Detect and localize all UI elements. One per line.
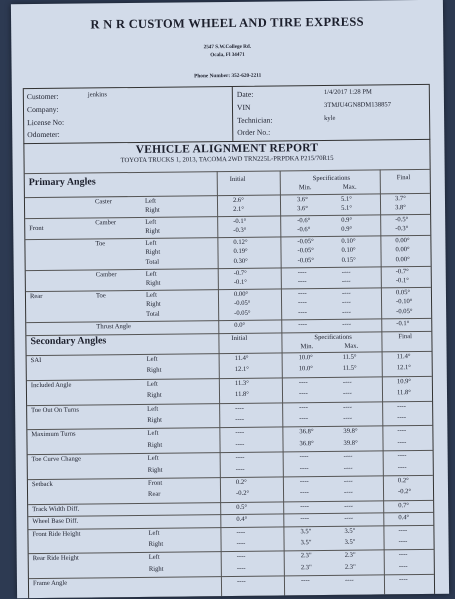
min-spec-value: ---- — [299, 403, 308, 411]
row-group-label: Setback — [31, 480, 53, 489]
row-group-label: Track Width Diff. — [32, 505, 80, 513]
min-spec-value: ---- — [297, 289, 307, 297]
vin-value: 3TMJU4GN8DM138857 — [323, 101, 392, 110]
final-value: -0.5° — [395, 215, 409, 224]
max-spec-value: 11.5° — [342, 353, 357, 361]
min-spec-value: ---- — [298, 309, 307, 317]
final-value: ---- — [397, 463, 407, 471]
primary-initial-header: Initial — [229, 175, 246, 183]
max-spec-value: ---- — [343, 414, 353, 422]
order-label: Order No.: — [237, 127, 271, 137]
max-spec-value: 39.8° — [343, 439, 358, 447]
final-value: -0.7° — [395, 267, 409, 276]
primary-angles-heading: Primary Angles — [28, 176, 96, 189]
technician-value: kyle — [324, 114, 336, 123]
final-value: 0.4° — [398, 514, 410, 522]
min-spec-value: ---- — [297, 278, 307, 286]
customer-label: Customer: — [26, 91, 59, 102]
final-value: -0.2° — [397, 488, 412, 496]
row-side-label: Right — [147, 466, 163, 474]
info-divider — [232, 87, 234, 141]
secondary-angles-heading: Secondary Angles — [30, 335, 107, 348]
rear-label: Rear — [29, 292, 43, 301]
initial-value: 0.19° — [233, 247, 248, 255]
row-group-label: Thrust Angle — [96, 322, 131, 331]
alignment-report-sheet — [11, 0, 449, 598]
initial-value: -0.2° — [236, 490, 250, 498]
final-value: ---- — [397, 427, 407, 435]
final-value: 12.1° — [396, 364, 411, 372]
max-spec-value: ---- — [344, 576, 354, 584]
min-spec-value: -0.6° — [297, 226, 311, 234]
initial-value: ---- — [235, 429, 245, 437]
section-divider — [25, 169, 430, 174]
min-spec-value: -0.05° — [297, 237, 314, 245]
initial-value: 11.3° — [234, 379, 249, 387]
initial-value: 2.1° — [233, 206, 244, 214]
initial-value: 0.00° — [233, 290, 249, 298]
max-spec-value: ---- — [343, 452, 353, 461]
initial-value: 0.30° — [233, 258, 248, 266]
min-spec-value: 3.5" — [300, 539, 312, 547]
row-side-label: Left — [148, 529, 160, 537]
row-side-label: Front — [147, 479, 163, 487]
row-side-label: Left — [147, 454, 159, 463]
row-side-label: Left — [144, 197, 156, 205]
min-spec-value: 3.5" — [300, 527, 312, 535]
min-spec-value: ---- — [299, 478, 309, 486]
min-spec-value: 3.6° — [297, 205, 308, 213]
final-value: 11.4° — [396, 353, 411, 361]
report-title: VEHICLE ALIGNMENT REPORT — [135, 142, 319, 156]
row-side-label: Left — [147, 405, 159, 413]
customer-info-box — [23, 84, 431, 144]
row-side-label: Left — [148, 554, 160, 562]
row-side-label: Left — [145, 218, 157, 226]
date-value: 1/4/2017 1:28 PM — [323, 88, 372, 97]
max-spec-value: ---- — [342, 389, 352, 398]
initial-value: ---- — [236, 578, 246, 586]
min-spec-value: ---- — [299, 453, 309, 461]
final-value: 10.9° — [396, 377, 412, 386]
shop-phone: Phone Number: 352-620-2211 — [194, 72, 262, 80]
final-value: ---- — [398, 526, 408, 534]
initial-value: 11.4° — [234, 354, 249, 362]
primary-max-header: Max. — [342, 183, 357, 191]
initial-value: ---- — [235, 404, 244, 412]
min-spec-value: 10.0° — [298, 365, 313, 373]
max-spec-value: ---- — [342, 309, 351, 317]
row-side-label: Right — [147, 416, 162, 424]
final-value: ---- — [397, 402, 406, 410]
initial-value: ---- — [235, 454, 245, 462]
alignment-report-table — [23, 139, 435, 598]
row-side-label: Left — [146, 355, 158, 363]
max-spec-value: ---- — [341, 268, 351, 276]
final-value: -0.1° — [396, 319, 410, 328]
row-side-label: Left — [146, 380, 158, 388]
initial-value: -0.1° — [233, 217, 247, 225]
row-side-label: Total — [145, 259, 160, 267]
primary-spec-header: Specifications — [312, 174, 351, 183]
final-value: 0.00° — [395, 256, 410, 264]
final-value: -0.10° — [396, 298, 413, 306]
company-label: Company: — [26, 104, 59, 115]
initial-value: 0.2° — [235, 478, 247, 486]
initial-value: ---- — [235, 415, 245, 423]
vehicle-description: TOYOTA TRUCKS 1, 2013, TACOMA 2WD TRN225L-PRPDKA P215/70R15 — [120, 154, 334, 165]
initial-value: 0.0° — [234, 321, 246, 329]
row-side-label: Right — [148, 565, 164, 573]
initial-value: -0.1° — [233, 279, 247, 287]
table-row — [29, 574, 434, 590]
row-group-label: Rear Ride Height — [32, 554, 79, 563]
row-group-label: Toe Out On Turns — [31, 406, 79, 414]
max-spec-value: ---- — [344, 502, 354, 510]
max-spec-value: 3.5" — [344, 527, 356, 535]
min-spec-value: -0.05° — [297, 257, 315, 265]
min-spec-value: ---- — [299, 415, 309, 423]
min-spec-value: 2.3" — [300, 552, 312, 560]
row-side-label: Left — [147, 430, 159, 438]
secondary-spec-header: Specifications — [314, 333, 352, 342]
min-spec-value: ---- — [298, 390, 308, 398]
row-side-label: Left — [145, 270, 157, 278]
final-value: 3.8° — [395, 204, 406, 212]
final-value: ---- — [397, 452, 407, 460]
final-value: ---- — [398, 538, 408, 546]
row-side-label: Right — [145, 207, 160, 215]
secondary-min-header: Min. — [300, 343, 314, 351]
row-side-label: Right — [145, 279, 161, 288]
min-spec-value: -0.05° — [297, 247, 314, 255]
max-spec-value: 0.10° — [341, 237, 356, 245]
initial-value: 0.5° — [236, 503, 248, 511]
max-spec-value: 2.3" — [344, 563, 356, 571]
min-spec-value: ---- — [298, 299, 307, 307]
row-side-label: Right — [145, 227, 160, 236]
min-spec-value: ---- — [298, 378, 308, 387]
initial-value: ---- — [235, 465, 245, 473]
vin-label: VIN — [236, 102, 251, 112]
secondary-final-header: Final — [398, 333, 413, 341]
min-spec-value: 2.3" — [300, 563, 312, 572]
min-spec-value: -0.6° — [297, 216, 311, 225]
primary-min-header: Min. — [298, 184, 312, 192]
max-spec-value: 5.1° — [340, 195, 352, 203]
row-group-label: Camber — [95, 218, 117, 227]
min-spec-value: ---- — [300, 577, 310, 585]
min-spec-value: 3.6° — [296, 196, 308, 204]
final-value: ---- — [398, 562, 408, 571]
initial-value: -0.7° — [233, 269, 247, 277]
row-group-label: Toe — [95, 291, 106, 299]
secondary-max-header: Max. — [344, 342, 359, 350]
row-group-label: Front Ride Height — [32, 530, 81, 538]
shop-address-line1: 2547 S.W.College Rd. — [203, 43, 252, 51]
license-label: License No: — [27, 117, 65, 128]
min-spec-value: ---- — [298, 320, 308, 329]
final-value: 0.05° — [395, 288, 411, 296]
row-group-label: SAI — [30, 356, 42, 365]
initial-value: ---- — [235, 440, 245, 448]
final-value: ---- — [397, 438, 407, 447]
max-spec-value: ---- — [341, 277, 351, 286]
min-spec-value: 36.8° — [299, 439, 314, 448]
min-spec-value: ---- — [300, 502, 310, 511]
initial-value: -0.05° — [234, 299, 251, 307]
initial-value: ---- — [236, 564, 246, 572]
initial-value: -0.05° — [234, 310, 251, 318]
initial-value: 12.1° — [234, 366, 249, 374]
final-value: 0.2° — [397, 477, 409, 485]
customer-value: jenkins — [87, 91, 107, 99]
min-spec-value: ---- — [300, 489, 309, 497]
max-spec-value: 0.9° — [341, 225, 353, 234]
row-group-label: Toe — [95, 239, 106, 247]
row-group-label: Camber — [95, 270, 117, 279]
min-spec-value: 10.0° — [298, 354, 313, 362]
row-side-label: Rear — [148, 491, 161, 499]
row-side-label: Left — [145, 239, 157, 247]
initial-value: ---- — [236, 528, 246, 536]
row-group-label: Included Angle — [30, 381, 72, 389]
row-side-label: Right — [145, 248, 161, 256]
final-value: ---- — [397, 414, 407, 422]
min-spec-value: 36.8° — [299, 428, 314, 436]
secondary-initial-header: Initial — [231, 334, 248, 342]
max-spec-value: 3.5" — [344, 538, 356, 546]
row-side-label: Total — [146, 311, 160, 319]
final-value: -0.3° — [395, 225, 409, 233]
min-spec-value: ---- — [297, 268, 307, 277]
final-value: ---- — [398, 576, 408, 584]
final-value: -0.05° — [396, 308, 413, 316]
max-spec-value: ---- — [343, 489, 353, 497]
row-side-label: Right — [148, 540, 164, 548]
max-spec-value: ---- — [344, 514, 354, 523]
row-group-label: Toe Curve Change — [31, 455, 82, 464]
initial-value: 11.8° — [234, 390, 249, 399]
final-value: 3.7° — [394, 195, 406, 203]
max-spec-value: ---- — [342, 298, 351, 306]
min-spec-value: ---- — [299, 464, 309, 472]
initial-value: -0.3° — [233, 227, 247, 235]
final-value: 0.00° — [395, 246, 410, 254]
technician-label: Technician: — [237, 115, 273, 125]
initial-value: 0.4° — [236, 516, 248, 524]
max-spec-value: 0.9° — [341, 216, 353, 224]
max-spec-value: ---- — [343, 477, 353, 485]
shop-address-line2: Ocala, Fl 34471 — [210, 51, 245, 59]
max-spec-value: ---- — [343, 464, 353, 472]
initial-value: ---- — [236, 553, 246, 561]
date-label: Date: — [236, 89, 254, 99]
final-value: ---- — [398, 551, 408, 559]
row-side-label: Right — [147, 441, 163, 449]
max-spec-value: 5.1° — [341, 205, 352, 213]
min-spec-value: ---- — [300, 515, 310, 523]
final-value: 11.8° — [396, 389, 411, 397]
primary-final-header: Final — [396, 174, 411, 182]
row-group-label: Wheel Base Diff. — [32, 517, 79, 526]
row-side-label: Right — [146, 391, 162, 400]
max-spec-value: 2.3" — [344, 552, 356, 560]
shop-name: R N R CUSTOM WHEEL AND TIRE EXPRESS — [90, 14, 364, 32]
max-spec-value: ---- — [341, 289, 351, 297]
max-spec-value: ---- — [342, 320, 352, 328]
row-side-label: Right — [146, 300, 161, 308]
max-spec-value: ---- — [342, 378, 352, 386]
max-spec-value: 11.5° — [342, 365, 357, 373]
max-spec-value: 39.8° — [343, 428, 358, 436]
row-side-label: Right — [146, 367, 162, 375]
row-group-label: Frame Angle — [32, 579, 68, 588]
row-group-label: Caster — [94, 198, 112, 206]
max-spec-value: 0.15° — [341, 257, 356, 265]
max-spec-value: 0.10° — [341, 246, 356, 254]
row-group-label: Maximum Turns — [31, 431, 76, 439]
initial-value: 2.6° — [232, 196, 244, 204]
final-value: 0.7° — [398, 501, 410, 510]
max-spec-value: ---- — [343, 403, 352, 411]
final-value: -0.1° — [395, 277, 409, 285]
row-side-label: Left — [145, 291, 157, 299]
front-label: Front — [29, 224, 44, 233]
initial-value: ---- — [236, 539, 246, 547]
final-value: 0.00° — [395, 236, 410, 244]
odometer-label: Odometer: — [27, 129, 60, 140]
initial-value: 0.12° — [233, 238, 248, 246]
